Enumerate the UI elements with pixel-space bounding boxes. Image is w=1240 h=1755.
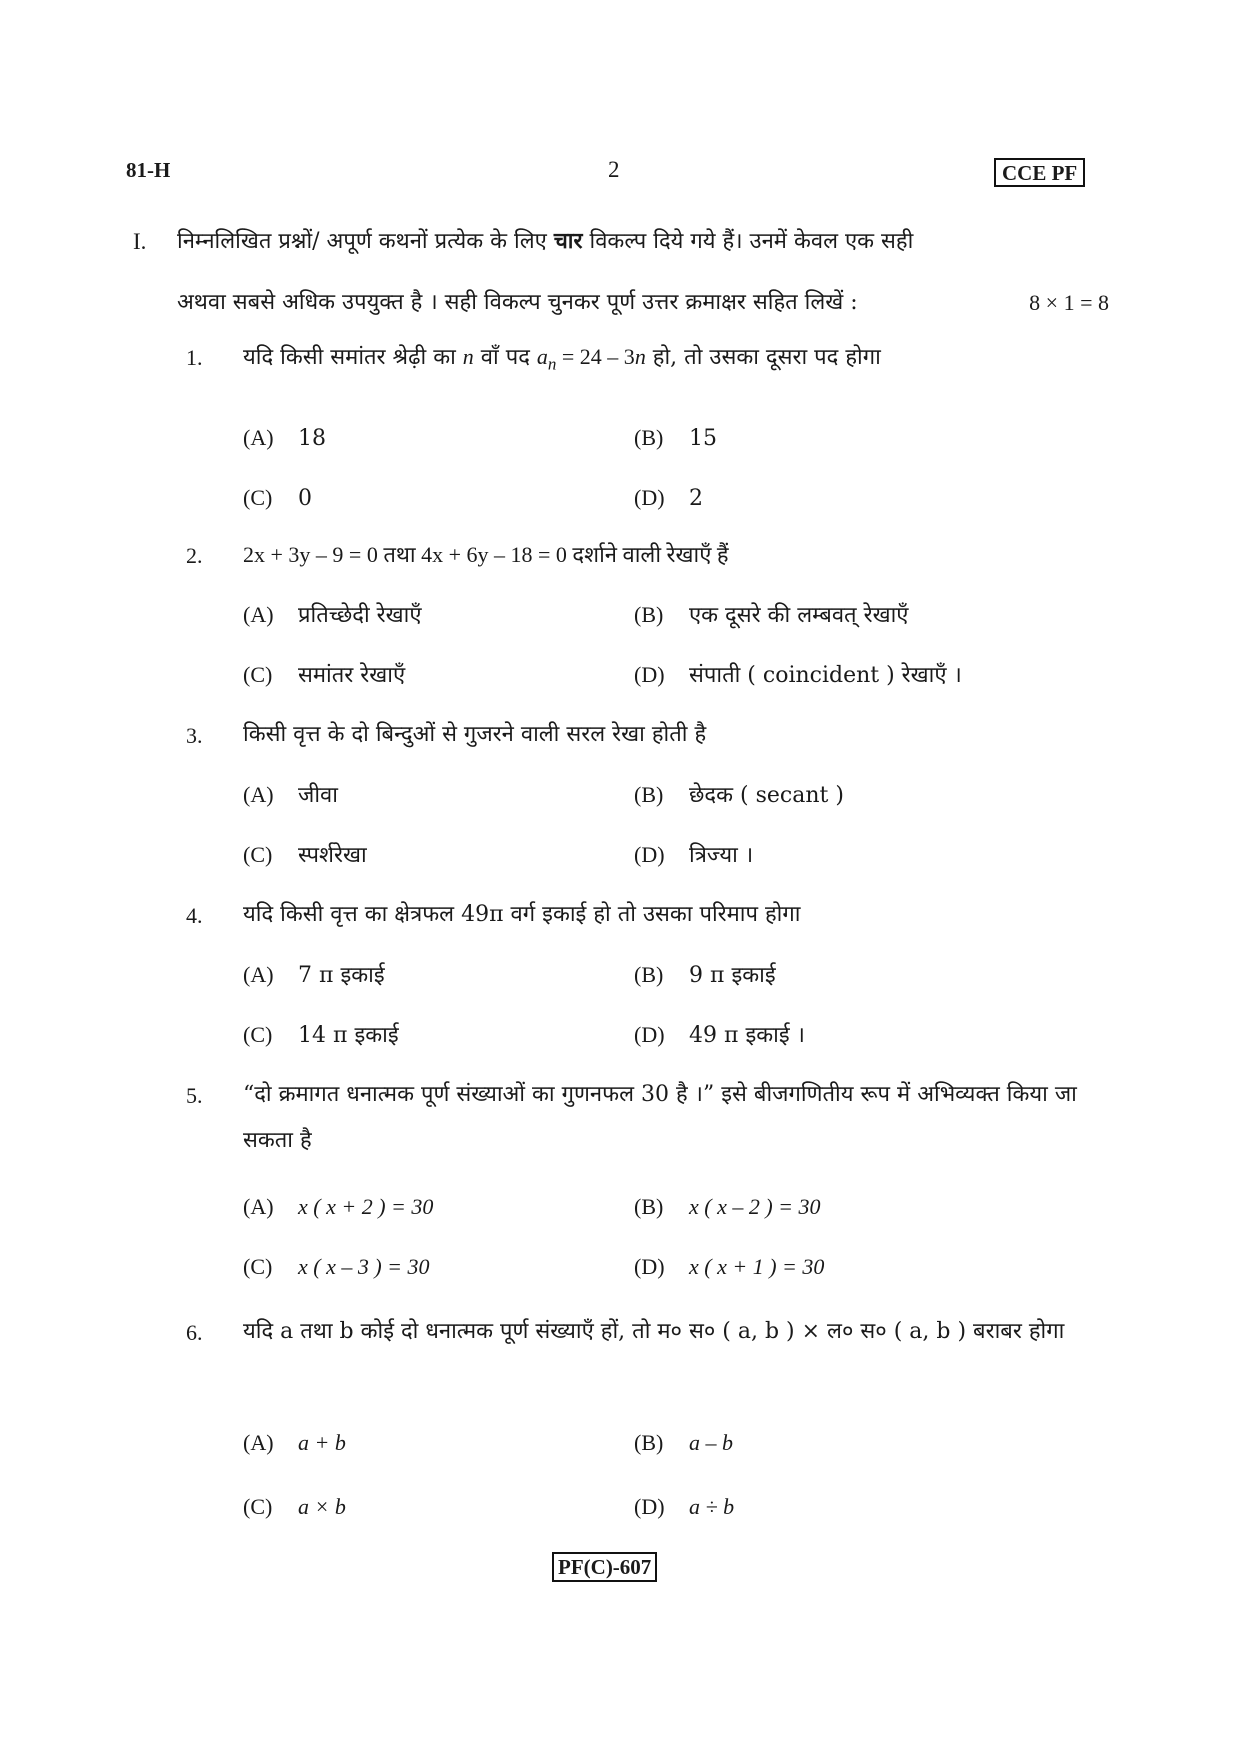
- question-text: किसी वृत्त के दो बिन्दुओं से गुजरने वाली सरल रेखा होती है: [243, 722, 707, 747]
- option: (C) 0: [243, 485, 312, 511]
- instruction-line-2: अथवा सबसे अधिक उपयुक्त है । सही विकल्प चुनकर पूर्ण उत्तर क्रमाक्षर सहित लिखें : 8 × 1 = 8: [177, 288, 1109, 318]
- option: (D) 49 π इकाई ।: [634, 1022, 805, 1048]
- question-text: “दो क्रमागत धनात्मक पूर्ण संख्याओं का गुणनफल 30 है ।” इसे बीजगणितीय रूप में अभिव्यक्त किया जा सकता है: [243, 1082, 1077, 1153]
- question-text: यदि किसी समांतर श्रेढ़ी का n वाँ पद $a_n = 24 - 3n$ हो, तो उसका दूसरा पद होगा: [243, 344, 881, 374]
- option: (C) 14 π इकाई: [243, 1022, 399, 1048]
- option: (A) जीवा: [243, 782, 338, 808]
- option: (D) a ÷ b: [634, 1494, 735, 1519]
- question-number: 2.: [186, 543, 203, 568]
- section-number: I.: [133, 229, 147, 254]
- option: (B) a – b: [634, 1430, 733, 1455]
- section-marks: 8 × 1 = 8: [1029, 290, 1109, 315]
- option: (D) संपाती ( coincident ) रेखाएँ ।: [634, 662, 962, 688]
- footer-code: PF(C)-607: [552, 1552, 657, 1582]
- option: (B) 9 π इकाई: [634, 962, 776, 988]
- series-badge: CCE PF: [994, 158, 1085, 187]
- question-text: यदि a तथा b कोई दो धनात्मक पूर्ण संख्याएँ हों, तो म० स० ( a, b ) × ल० स० ( a, b ) बराबर होगा: [243, 1319, 1065, 1344]
- option: (B) 15: [634, 425, 717, 451]
- question-text: यदि किसी वृत्त का क्षेत्रफल 49π वर्ग इकाई हो तो उसका परिमाप होगा: [243, 902, 801, 927]
- instruction-line-1: निम्नलिखित प्रश्नों/ अपूर्ण कथनों प्रत्येक के लिए चार विकल्प दिये गये हैं। उनमें केवल एक सही: [177, 228, 914, 254]
- option: (C) स्पर्शरेखा: [243, 842, 367, 868]
- question-number: 5.: [186, 1083, 203, 1108]
- option: (B) x ( x – 2 ) = 30: [634, 1194, 821, 1219]
- question-number: 1.: [186, 345, 203, 370]
- question-number: 3.: [186, 723, 203, 748]
- option: (A) a + b: [243, 1430, 346, 1455]
- paper-code: 81-H: [126, 158, 171, 182]
- option: (D) x ( x + 1 ) = 30: [634, 1254, 825, 1279]
- question-number: 4.: [186, 903, 203, 928]
- option: (C) x ( x – 3 ) = 30: [243, 1254, 430, 1279]
- page-number: 2: [608, 157, 620, 182]
- option: (D) 2: [634, 485, 703, 511]
- option: (A) x ( x + 2 ) = 30: [243, 1194, 434, 1219]
- option: (A) प्रतिच्छेदी रेखाएँ: [243, 602, 422, 628]
- question-text: 2x + 3y – 9 = 0 तथा 4x + 6y – 18 = 0 दर्शाने वाली रेखाएँ हैं: [243, 542, 729, 567]
- question-number: 6.: [186, 1320, 203, 1345]
- option: (A) 7 π इकाई: [243, 962, 385, 988]
- option: (B) छेदक ( secant ): [634, 782, 844, 808]
- option: (C) समांतर रेखाएँ: [243, 662, 406, 688]
- option: (D) त्रिज्या ।: [634, 842, 754, 868]
- option: (A) 18: [243, 425, 326, 451]
- option: (B) एक दूसरे की लम्बवत् रेखाएँ: [634, 602, 909, 628]
- option: (C) a × b: [243, 1494, 346, 1519]
